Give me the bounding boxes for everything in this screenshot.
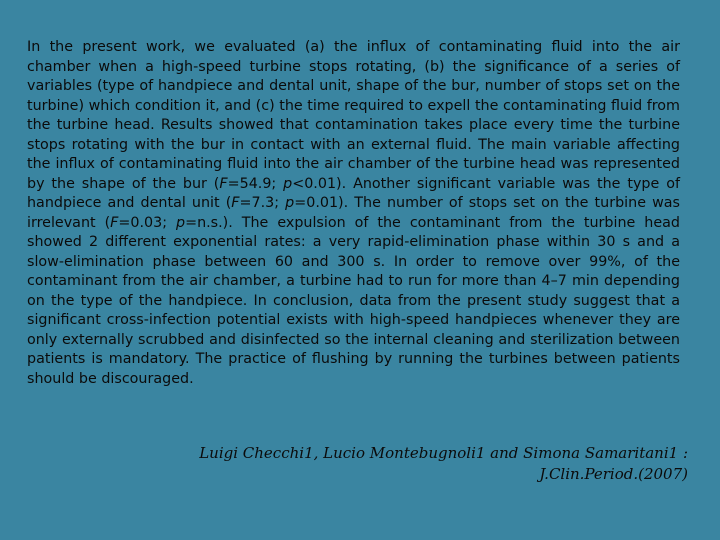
stat-p-label: p <box>176 214 186 231</box>
stat-f-value: =7.3; <box>239 195 286 211</box>
stat-f-label: F <box>110 214 119 231</box>
stat-f-value: =54.9; <box>227 175 284 192</box>
citation-journal: J.Clin.Period.(2007) <box>539 465 688 483</box>
stat-p-label: p <box>285 195 295 211</box>
abstract-part-1: In the present work, we evaluated (a) the influx of contaminating fluid into the air chamber when a high-speed turbine stops rotating, (b) the significance of a series of variables (type of handpiece and dental unit, shape of the bur, number of stops set on the turbine) which condition it, and (c) the time required to expell the contaminating fluid from the turbine head. Results showed that contamination takes place every time the turbine stops rotating with the bur in contact with an external fluid. The main variable affecting the influx of contaminating fluid into the air chamber of the turbine head was represented by the shape of the bur ( <box>27 39 680 192</box>
stat-p-label: p <box>283 175 293 192</box>
stat-f-label: F <box>219 175 228 192</box>
stat-f-label: F <box>231 195 240 211</box>
abstract-text <box>27 38 680 389</box>
stat-p-value: <0.01). Another significant variable was the type of handpiece and dental unit ( <box>27 175 680 211</box>
stat-p-value: =0.01). The number of stops set on the turbine was irrelevant ( <box>27 195 681 231</box>
citation <box>128 443 688 485</box>
stat-f-value: =0.03; <box>118 214 177 231</box>
abstract-part-2: =n.s.). The expulsion of the contaminant from the turbine head showed 2 different exponential rates: a very rapid-elimination phase within 30 s and a slow-elimination phase between 60 and 300 s. In order to remove over 99%, of the contaminant from the air chamber, a turbine had to run for more than 4–7 min depending on the type of the handpiece. In conclusion, data from the present study suggest that a significant cross-infection potential exists with high-speed handpieces whenever they are only externally scrubbed and disinfected so the internal cleaning and sterilization between patients is mandatory. The practice of flushing by running the turbines between patients should be discouraged. <box>27 214 680 387</box>
citation-authors: Luigi Checchi1, Lucio Montebugnoli1 and Simona Samaritani1 : <box>199 444 688 462</box>
